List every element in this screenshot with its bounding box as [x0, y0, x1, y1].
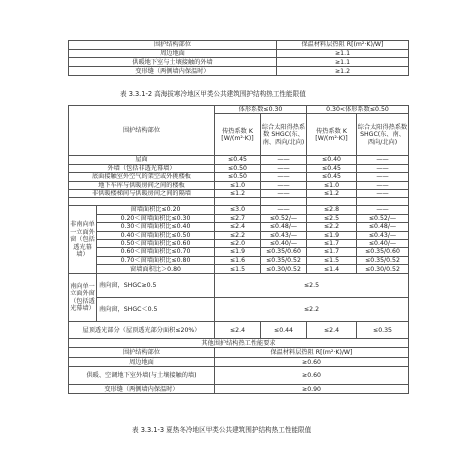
row-group-label: 南向单一立面外窗（包括透光幕墙） — [69, 274, 97, 322]
table-header-cell: 围护结构部位 — [69, 106, 215, 156]
table-cell: ≤2.2 — [215, 231, 261, 239]
table-row — [69, 106, 409, 114]
table-row — [69, 223, 409, 231]
table-row — [69, 50, 409, 58]
table-cell: ≤0.45 — [307, 173, 357, 181]
table-cell: ≤3.0 — [215, 206, 261, 214]
table-cell — [357, 198, 409, 206]
table-cell: 地下车库与供暖房间之间的楼板 — [69, 181, 215, 189]
table-header-cell: 传热系数 K [W/(m²·K)] — [307, 114, 357, 156]
table-row — [69, 367, 409, 385]
row-group-label: 非南向单一立面外窗（包括透光幕墙） — [69, 206, 97, 274]
table-cell: ≤0.52/— — [261, 214, 307, 222]
table-cell: ≤1.5 — [215, 265, 261, 274]
table-cell: ≤0.35/0.60 — [357, 248, 409, 256]
table-cell: ≤2.5 — [307, 214, 357, 222]
table-cell: ≤0.43/— — [357, 231, 409, 239]
table-header-cell: 体形系数≤0.30 — [215, 106, 307, 114]
table-cell: —— — [261, 181, 307, 189]
table-row — [69, 214, 409, 222]
table-cell: 周边地面 — [69, 50, 277, 58]
table-cell: ≥0.60 — [215, 367, 409, 385]
table-cell: ≤0.43/— — [261, 231, 307, 239]
table-row — [69, 181, 409, 189]
table-cell: ≤0.40/— — [357, 240, 409, 248]
table-cell: —— — [357, 173, 409, 181]
table-cell: —— — [261, 190, 307, 198]
table-cell: ≤2.7 — [215, 214, 261, 222]
table-cell: 南向窗，SHGC≥0.5 — [97, 274, 215, 298]
table-row — [69, 265, 409, 274]
table-cell: —— — [357, 181, 409, 189]
table-row — [69, 385, 409, 394]
table-cell: ≤0.35 — [357, 322, 409, 339]
table-cell: ≥1.2 — [277, 67, 409, 76]
table-cell: ≤1.4 — [307, 265, 357, 274]
table-row — [69, 358, 409, 367]
table-cell: ≤2.4 — [307, 322, 357, 339]
table-cell: ≤0.48/— — [357, 223, 409, 231]
table-cell: ≥1.1 — [277, 58, 409, 67]
table-row — [69, 156, 409, 164]
table-cell: 供暖地下室与土壤接触的外墙 — [69, 58, 277, 67]
table-3-caption: 表 3.3.1-3 夏热冬冷地区甲类公共建筑围护结构热工性能限值 — [132, 426, 312, 434]
table-cell: 供暖、空调地下室外墙(与土壤接触的墙) — [69, 367, 215, 385]
table-1-continued — [68, 40, 409, 76]
table-cell: ≤1.7 — [307, 248, 357, 256]
section-title: 其他围护结构热工性能要求 — [69, 339, 409, 348]
table-cell: 底面接触室外空气的架空或外挑楼板 — [69, 173, 215, 181]
table-2-caption: 表 3.3.1-2 高海拔寒冷地区甲类公共建筑围护结构热工性能限值 — [120, 90, 306, 98]
table-row — [69, 67, 409, 76]
table-row — [69, 41, 409, 50]
table-cell: ≤1.0 — [307, 181, 357, 189]
table-cell: ≥0.90 — [215, 385, 409, 394]
table-row — [69, 173, 409, 181]
table-cell: —— — [357, 164, 409, 172]
table-cell: —— — [357, 156, 409, 164]
table-cell: ≤1.2 — [215, 190, 261, 198]
table-cell: 周边地面 — [69, 358, 215, 367]
table-cell: ≥0.60 — [215, 358, 409, 367]
table-cell: 非供暖楼梯间与供暖房间之间的隔墙 — [69, 190, 215, 198]
table-row — [69, 164, 409, 172]
table-row — [69, 231, 409, 239]
table-cell: ≤2.4 — [215, 322, 261, 339]
table-row — [69, 198, 409, 206]
table-cell: ≤1.9 — [215, 248, 261, 256]
table-cell: ≤1.6 — [215, 256, 261, 264]
table-cell: ≤0.44 — [261, 322, 307, 339]
table-cell: 0.40＜窗墙面积比≤0.50 — [97, 231, 215, 239]
table-cell: ≤0.40 — [307, 156, 357, 164]
table-cell: 0.60＜窗墙面积比≤0.70 — [97, 248, 215, 256]
table-cell: ≤0.35/0.52 — [261, 256, 307, 264]
table-cell: —— — [261, 164, 307, 172]
table-header-cell: 综合太阳得热系数 SHGC(东、南、西向/北向) — [357, 114, 409, 156]
table-header-cell: 保温材料层热阻 R[(m²·K)/W] — [277, 41, 409, 50]
table-cell: ≤2.2 — [307, 223, 357, 231]
table-row — [69, 248, 409, 256]
table-row — [69, 206, 409, 214]
table-header-cell: 保温材料层热阻 R[(m²·K)/W] — [215, 348, 409, 358]
table-cell: ≤2.8 — [307, 206, 357, 214]
table-row — [69, 240, 409, 248]
table-cell: 窗墙面积比≤0.20 — [97, 206, 215, 214]
table-cell: ≤0.30/0.52 — [357, 265, 409, 274]
table-row — [69, 298, 409, 322]
table-cell — [261, 198, 307, 206]
table-cell: ≤0.45 — [215, 156, 261, 164]
table-row — [69, 58, 409, 67]
table-header-cell: 围护结构部位 — [69, 41, 277, 50]
table-cell: ≤0.45 — [307, 164, 357, 172]
table-cell: 变形缝（两侧墙内保温时） — [69, 67, 277, 76]
table-2 — [68, 105, 409, 394]
table-cell: 南向窗，SHGC＜0.5 — [97, 298, 215, 322]
table-cell: —— — [357, 206, 409, 214]
table-cell — [307, 198, 357, 206]
table-cell: ≤2.0 — [215, 240, 261, 248]
table-row — [69, 274, 409, 298]
table-cell: ≤1.5 — [307, 256, 357, 264]
table-row — [69, 348, 409, 358]
table-cell: 0.20＜窗墙面积比≤0.30 — [97, 214, 215, 222]
table-header-cell: 传热系数 K [W/(m²·K)] — [215, 114, 261, 156]
table-cell: ≤0.35/0.60 — [261, 248, 307, 256]
table-row — [69, 322, 409, 339]
table-cell: 窗墙面积比＞0.80 — [97, 265, 215, 274]
table-cell: —— — [357, 190, 409, 198]
table-cell: 0.70＜窗墙面积比≤0.80 — [97, 256, 215, 264]
table-header-cell: 0.30<体形系数≤0.50 — [307, 106, 409, 114]
table-cell: ≤2.5 — [215, 274, 409, 298]
table-cell: ≤0.30/0.52 — [261, 265, 307, 274]
table-cell: —— — [261, 173, 307, 181]
table-cell: ≤0.40/— — [261, 240, 307, 248]
table-header-cell: 围护结构部位 — [69, 348, 215, 358]
table-cell: 外墙（包括非透光幕墙） — [69, 164, 215, 172]
table-cell: —— — [261, 156, 307, 164]
table-cell: ≤0.48/— — [261, 223, 307, 231]
table-row — [69, 190, 409, 198]
table-cell: ≤0.52/— — [357, 214, 409, 222]
table-cell: ≤0.50 — [215, 173, 261, 181]
table-cell — [69, 198, 215, 206]
table-cell: 0.50＜窗墙面积比≤0.60 — [97, 240, 215, 248]
table-cell — [215, 198, 261, 206]
table-row — [69, 256, 409, 264]
table-row — [69, 339, 409, 348]
table-cell: ≤0.50 — [215, 164, 261, 172]
table-cell: 0.30＜窗墙面积比≤0.40 — [97, 223, 215, 231]
table-cell: ≤0.35/0.52 — [357, 256, 409, 264]
table-cell: 屋面 — [69, 156, 215, 164]
table-cell: 变形缝（两侧墙内保温时） — [69, 385, 215, 394]
table-cell: ≤1.0 — [215, 181, 261, 189]
table-cell: 屋顶透光部分（屋顶透光部分面积≤20%） — [69, 322, 215, 339]
table-cell: ≤1.7 — [307, 240, 357, 248]
table-cell: ≤1.9 — [307, 231, 357, 239]
table-cell: ≤1.2 — [307, 190, 357, 198]
table-cell: ≥1.1 — [277, 50, 409, 58]
table-cell: —— — [261, 206, 307, 214]
table-cell: ≤2.2 — [215, 298, 409, 322]
table-cell: ≤2.4 — [215, 223, 261, 231]
table-header-cell: 综合太阳得热系数 SHGC(东、南、西向/北向) — [261, 114, 307, 156]
